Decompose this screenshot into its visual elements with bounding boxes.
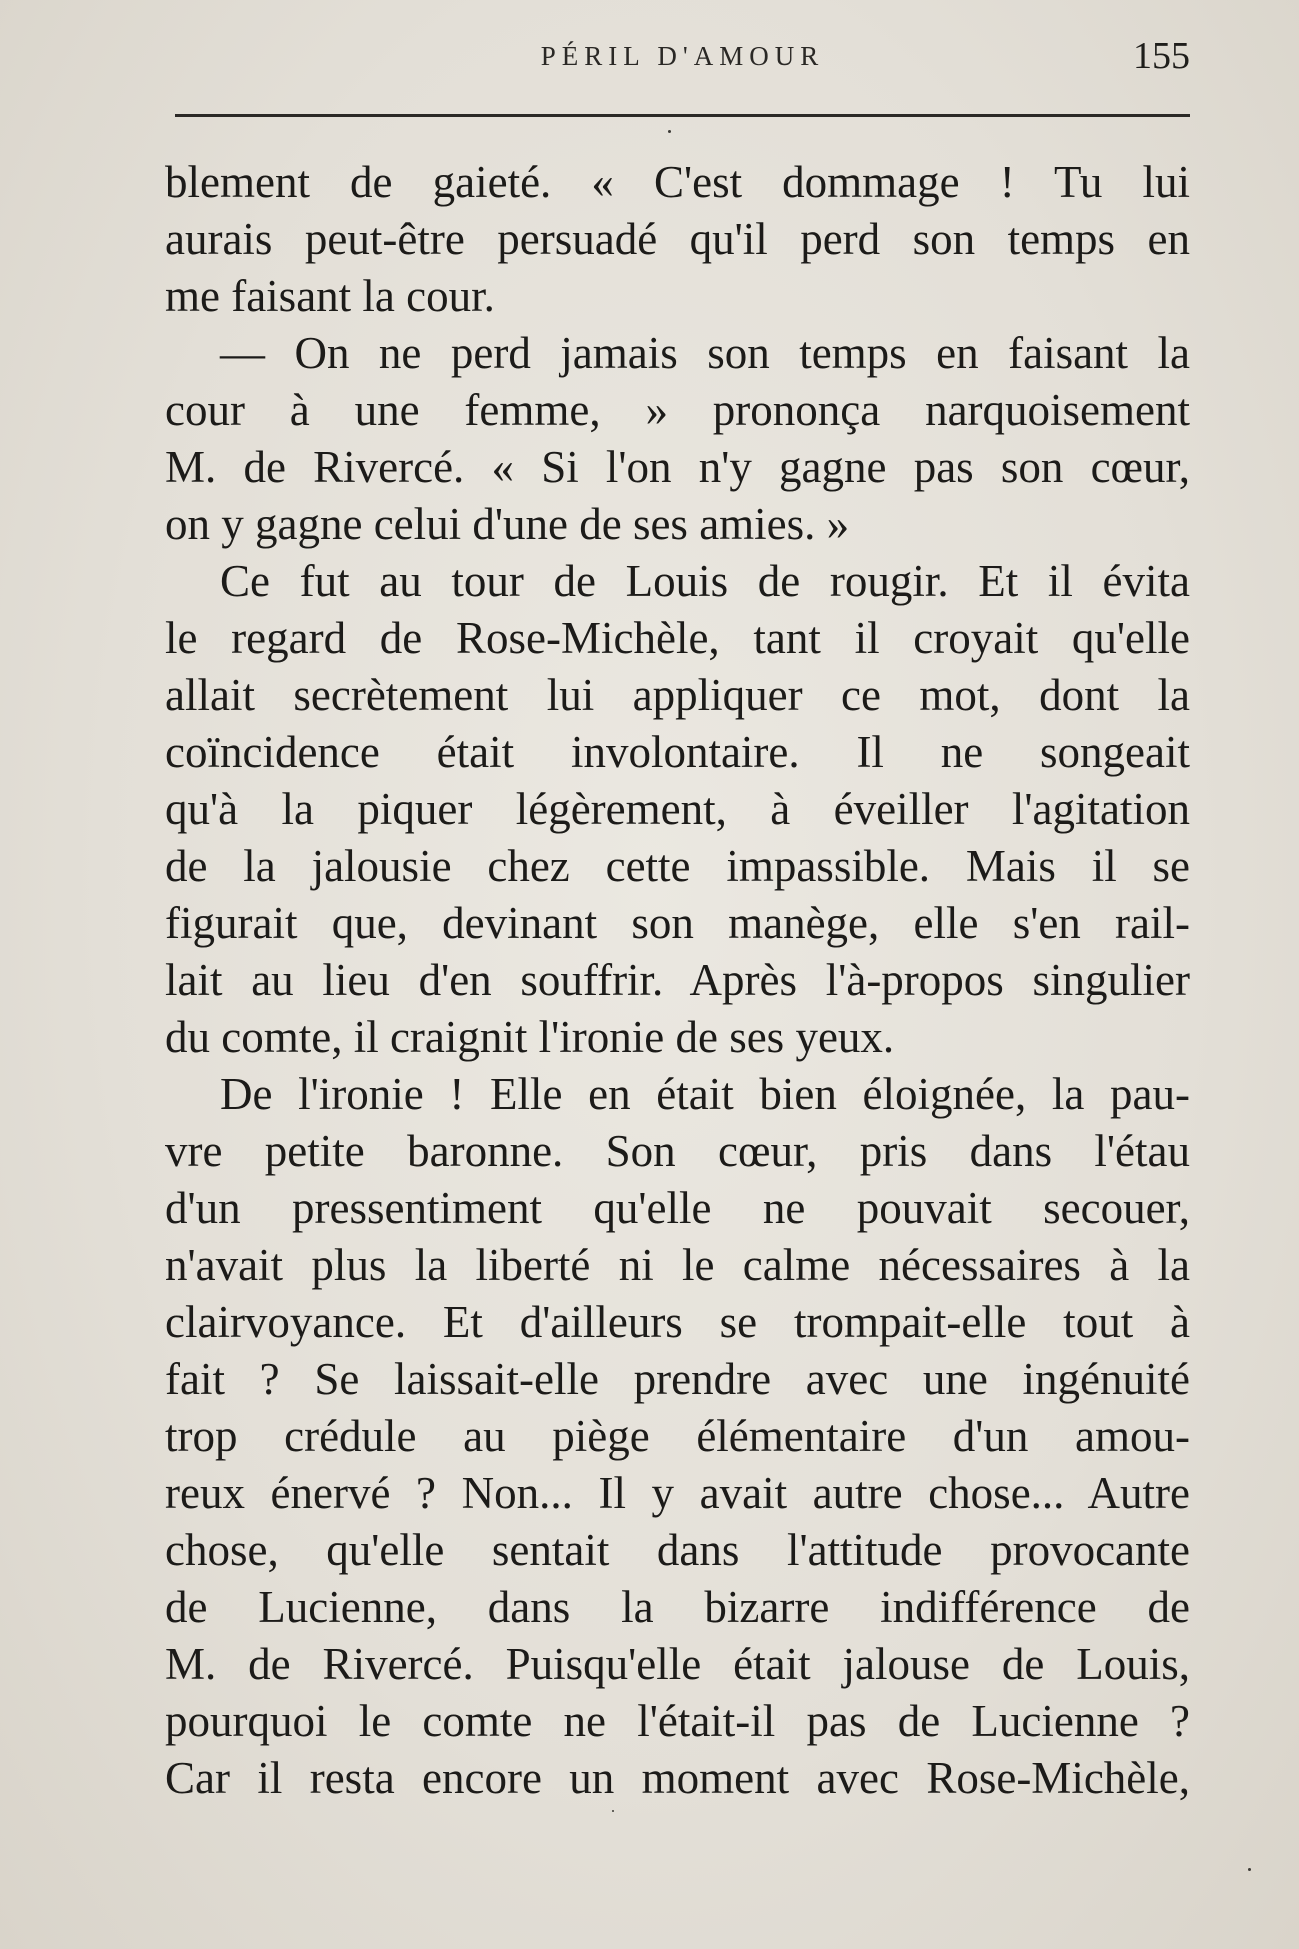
text-line: le regard de Rose-Michèle, tant il croyait qu'elle (165, 613, 1190, 663)
text-line: d'un pressentiment qu'elle ne pouvait secouer, (165, 1183, 1190, 1233)
running-title: PÉRIL D'AMOUR (540, 41, 825, 71)
text-line: cour à une femme, » prononça narquoisement (165, 385, 1190, 435)
text-line: allait secrètement lui appliquer ce mot, dont la (165, 670, 1190, 720)
text-line: trop crédule au piège élémentaire d'un amou- (165, 1411, 1190, 1461)
text-line: M. de Rivercé. Puisqu'elle était jalouse de Louis, (165, 1639, 1190, 1689)
text-line: vre petite baronne. Son cœur, pris dans l'étau (165, 1126, 1190, 1176)
text-line: Ce fut au tour de Louis de rougir. Et il évita (220, 556, 1190, 606)
text-line: reux énervé ? Non... Il y avait autre chose... Autre (165, 1468, 1190, 1518)
text-line: coïncidence était involontaire. Il ne songeait (165, 727, 1190, 777)
text-line: De l'ironie ! Elle en était bien éloignée, la pau- (220, 1069, 1190, 1119)
text-line: pourquoi le comte ne l'était-il pas de Lucienne ? (165, 1696, 1190, 1746)
text-line: on y gagne celui d'une de ses amies. » (165, 499, 850, 549)
text-line: n'avait plus la liberté ni le calme nécessaires à la (165, 1240, 1190, 1290)
text-line: me faisant la cour. (165, 271, 495, 321)
text-line: fait ? Se laissait-elle prendre avec une ingénuité (165, 1354, 1190, 1404)
text-line: lait au lieu d'en souffrir. Après l'à-propos singulier (165, 955, 1190, 1005)
paper-speck (668, 130, 671, 133)
page-header (175, 36, 1190, 76)
text-line: qu'à la piquer légèrement, à éveiller l'agitation (165, 784, 1190, 834)
text-line: figurait que, devinant son manège, elle s'en rail- (165, 898, 1190, 948)
text-line: M. de Rivercé. « Si l'on n'y gagne pas son cœur, (165, 442, 1190, 492)
body-text (165, 154, 1190, 1807)
text-line: clairvoyance. Et d'ailleurs se trompait-elle tout à (165, 1297, 1190, 1347)
text-line: blement de gaieté. « C'est dommage ! Tu lui (165, 157, 1190, 207)
header-rule (175, 114, 1190, 117)
text-line: — On ne perd jamais son temps en faisant la (220, 328, 1190, 378)
text-line: aurais peut-être persuadé qu'il perd son temps en (165, 214, 1190, 264)
text-line: chose, qu'elle sentait dans l'attitude provocante (165, 1525, 1190, 1575)
paper-speck (612, 1810, 614, 1812)
paper-speck (1248, 1868, 1251, 1871)
text-line: du comte, il craignit l'ironie de ses yeux. (165, 1012, 895, 1062)
text-line: de la jalousie chez cette impassible. Mais il se (165, 841, 1190, 891)
text-line: Car il resta encore un moment avec Rose-Michèle, (165, 1753, 1190, 1803)
text-line: de Lucienne, dans la bizarre indifférence de (165, 1582, 1190, 1632)
page-number: 155 (1133, 35, 1190, 77)
